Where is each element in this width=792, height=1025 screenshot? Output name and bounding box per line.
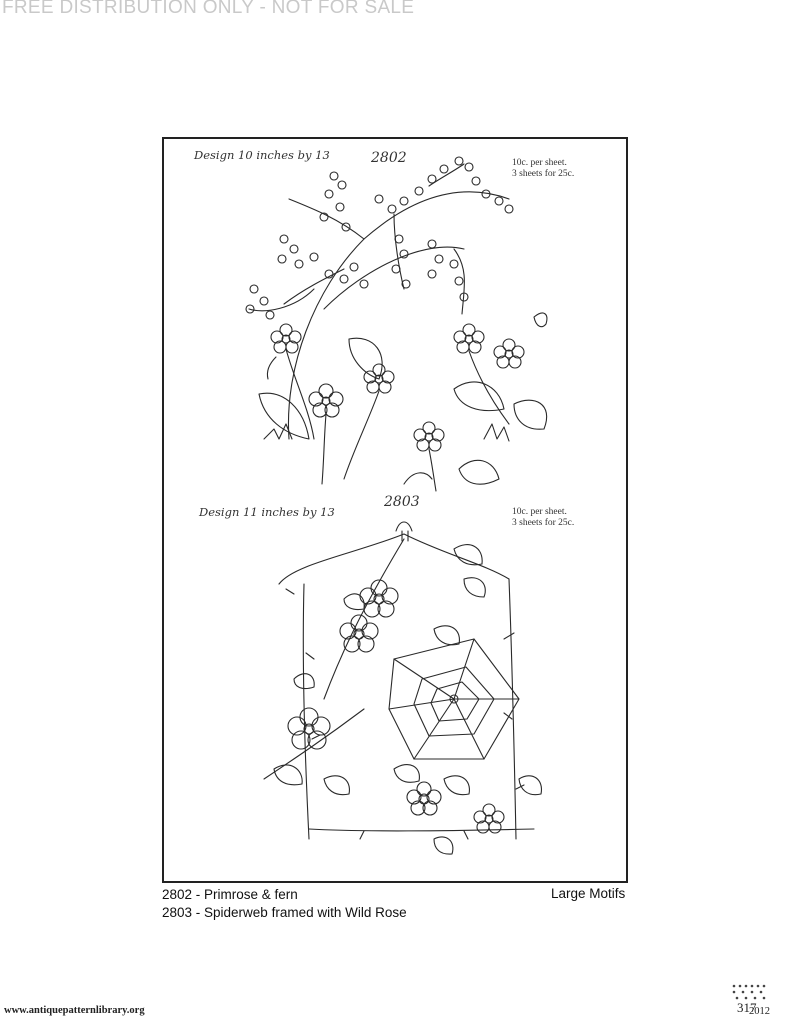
design-2802-number: 2802 — [371, 150, 407, 166]
design-2803-price — [512, 507, 574, 529]
spiderweb — [389, 639, 519, 759]
watermark-text: FREE DISTRIBUTION ONLY - NOT FOR SALE — [2, 0, 415, 18]
page-number: 317 — [737, 1000, 757, 1015]
design-2803-price-line1: 10c. per sheet. — [512, 507, 567, 517]
design-2803-number: 2803 — [384, 494, 420, 510]
primrose-fern-drawing — [246, 157, 547, 491]
pattern-plate — [162, 137, 628, 883]
design-2802-price-line1: 10c. per sheet. — [512, 158, 567, 168]
wild-rose-flowers — [288, 580, 504, 833]
category-label: Large Motifs — [551, 886, 626, 901]
caption-line-2803: 2803 - Spiderweb framed with Wild Rose — [162, 905, 407, 920]
spiderweb-rose-drawing — [264, 522, 541, 854]
library-logo-icon — [731, 983, 767, 1001]
design-2803-price-line2: 3 sheets for 25c. — [512, 518, 575, 528]
footer-url: www.antiquepatternlibrary.org — [4, 1005, 145, 1016]
caption-line-2802: 2802 - Primrose & fern — [162, 887, 298, 902]
design-2803-size-label: Design 11 inches by 13 — [199, 505, 335, 519]
design-2802-size-label: Design 10 inches by 13 — [194, 148, 330, 162]
fern-leaflets — [246, 157, 513, 319]
design-2802-price — [512, 158, 574, 180]
design-2802-price-line2: 3 sheets for 25c. — [512, 169, 575, 179]
primrose-leaves — [259, 338, 547, 491]
footer-year: 2012 — [749, 1006, 770, 1017]
